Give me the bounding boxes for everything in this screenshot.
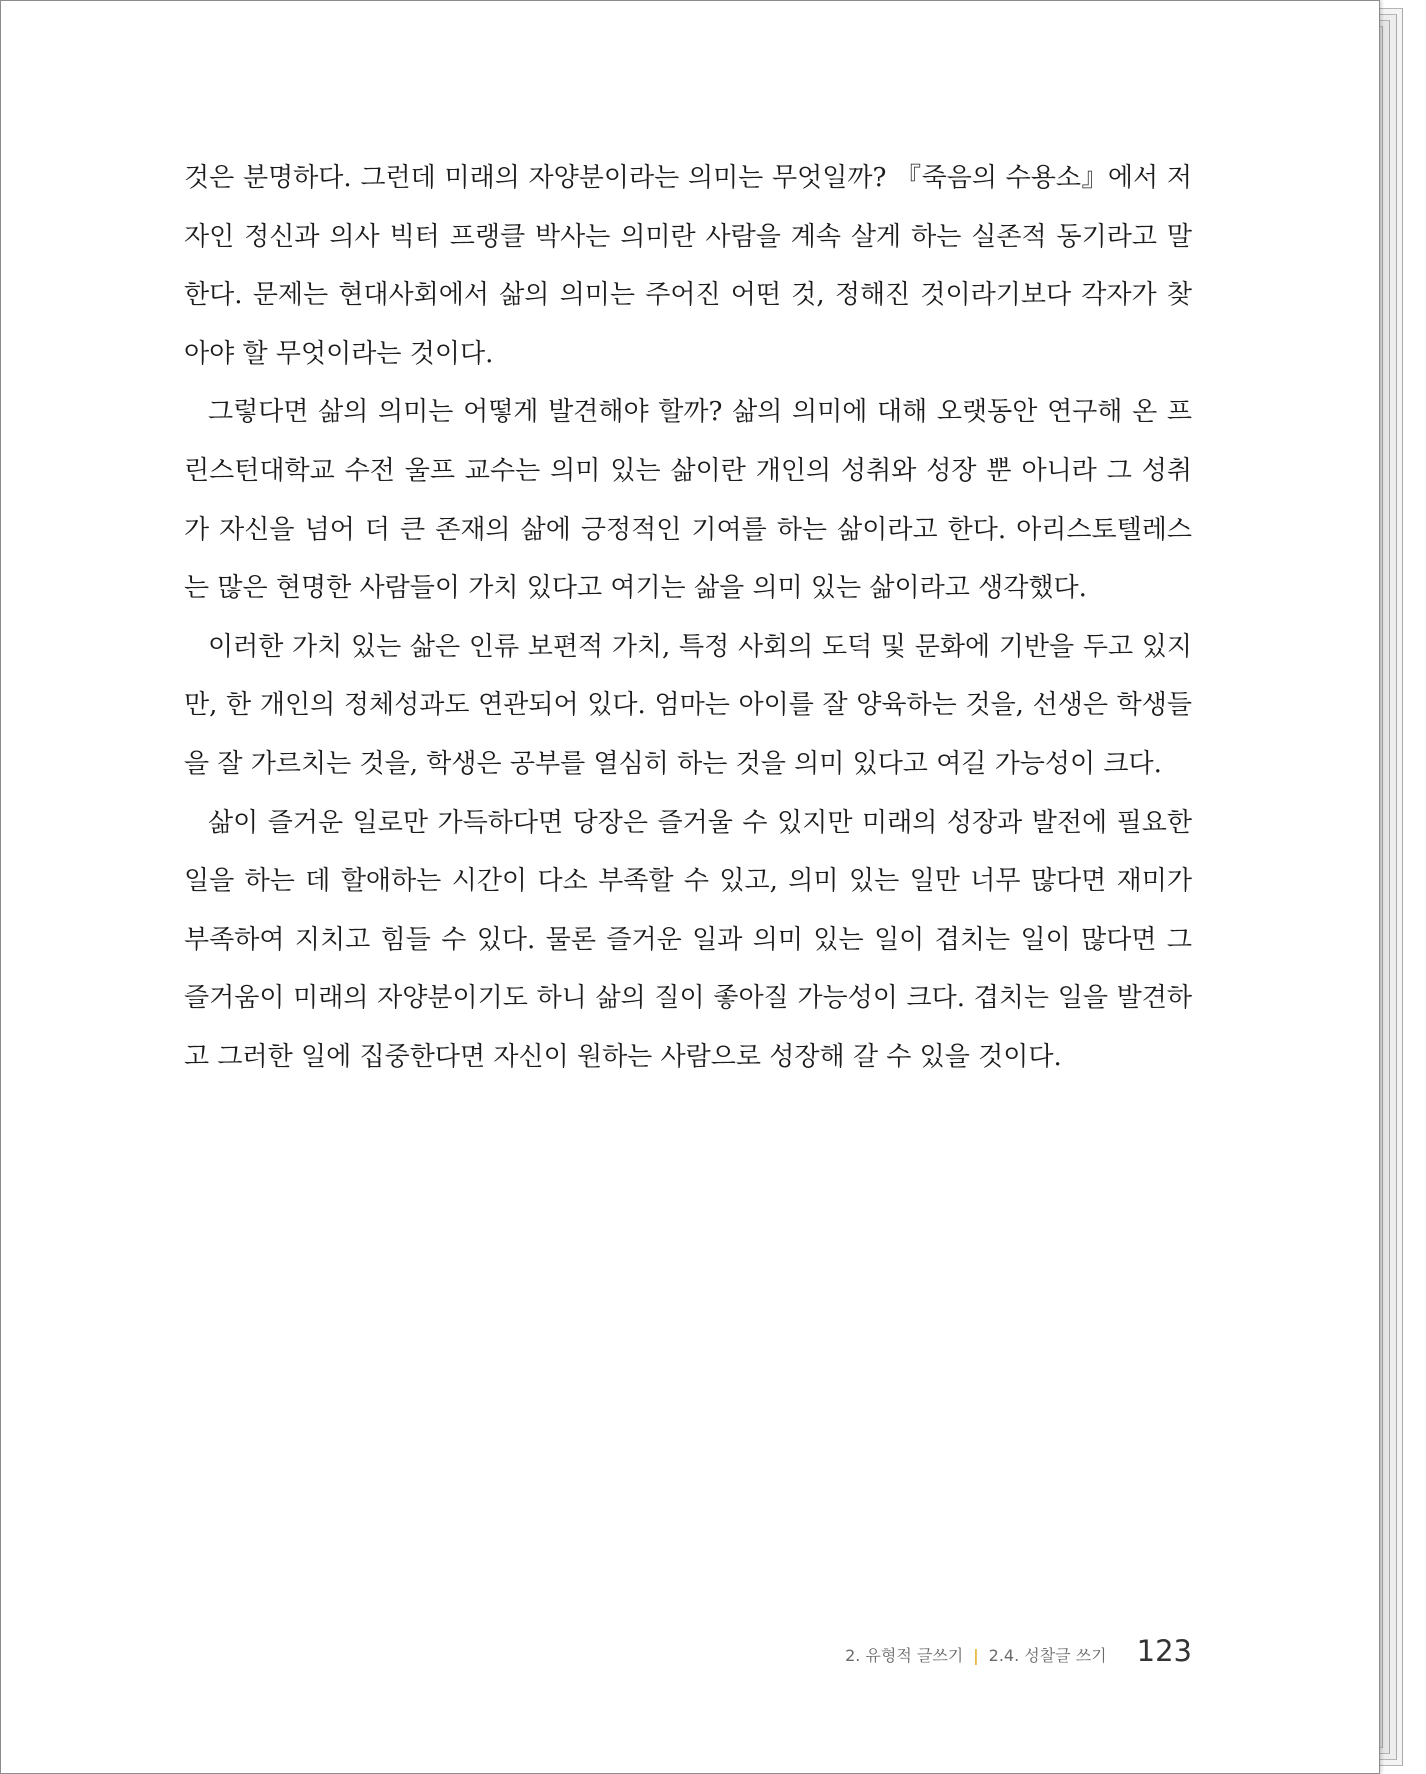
paragraph-1: 것은 분명하다. 그런데 미래의 자양분이라는 의미는 무엇일까? 『죽음의 수용소』에서 저자인 정신과 의사 빅터 프랭클 박사는 의미란 사람을 계속 살게 하는 실존적 동기라고 말한다. 문제는 현대사회에서 삶의 의미는 주어진 어떤 것, 정해진 것이라기보다 각자가 찾아야 할 무엇이라는 것이다. bbox=[184, 163, 1192, 369]
footer-section: 2.4. 성찰글 쓰기 bbox=[988, 1646, 1107, 1665]
paragraph-3: 이러한 가치 있는 삶은 인류 보편적 가치, 특정 사회의 도덕 및 문화에 기반을 두고 있지만, 한 개인의 정체성과도 연관되어 있다. 엄마는 아이를 잘 양육하는 것을, 선생은 학생들을 잘 가르치는 것을, 학생은 공부를 열심히 하는 것을 의미 있다고 여길 가능성이 크다. bbox=[184, 631, 1192, 779]
page-number: 123 bbox=[1136, 1634, 1192, 1668]
paragraph-4: 삶이 즐거운 일로만 가득하다면 당장은 즐거울 수 있지만 미래의 성장과 발전에 필요한 일을 하는 데 할애하는 시간이 다소 부족할 수 있고, 의미 있는 일만 너무 많다면 재미가 부족하여 지치고 힘들 수 있다. 물론 즐거운 일과 의미 있는 일이 겹치는 일이 많다면 그 즐거움이 미래의 자양분이기도 하니 삶의 질이 좋아질 가능성이 크다. 겹치는 일을 발견하고 그러한 일에 집중한다면 자신이 원하는 사람으로 성장해 갈 수 있을 것이다. bbox=[184, 807, 1192, 1072]
running-footer bbox=[845, 1634, 1192, 1674]
paragraph-2: 그렇다면 삶의 의미는 어떻게 발견해야 할까? 삶의 의미에 대해 오랫동안 연구해 온 프린스턴대학교 수전 울프 교수는 의미 있는 삶이란 개인의 성취와 성장 뿐 아니라 그 성취가 자신을 넘어 더 큰 존재의 삶에 긍정적인 기여를 하는 삶이라고 한다. 아리스토텔레스는 많은 현명한 사람들이 가치 있다고 여기는 삶을 의미 있는 삶이라고 생각했다. bbox=[184, 397, 1192, 604]
footer-separator: | bbox=[973, 1646, 979, 1665]
footer-chapter: 2. 유형적 글쓰기 bbox=[845, 1646, 964, 1665]
body-text bbox=[184, 149, 1192, 1087]
